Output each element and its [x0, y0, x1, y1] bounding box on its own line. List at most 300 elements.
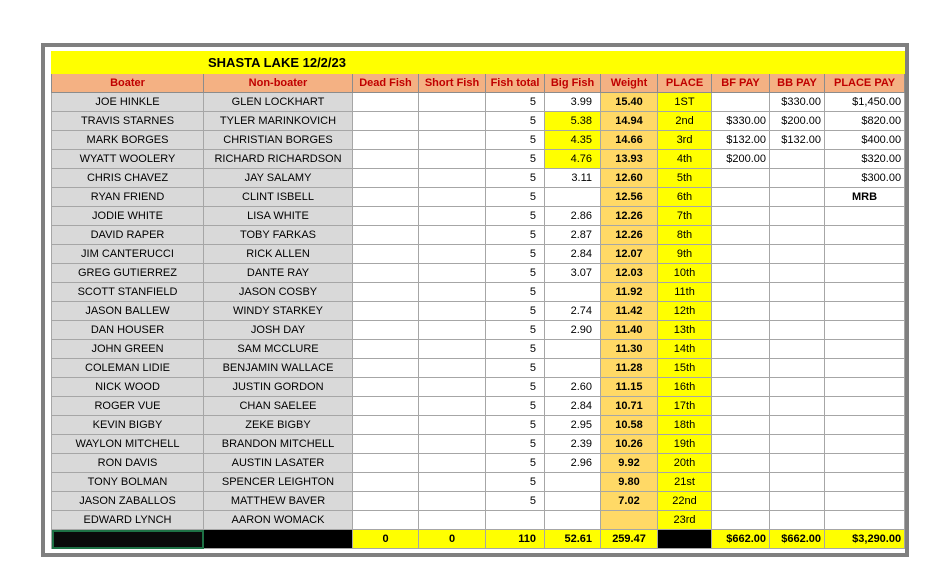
weight-cell[interactable]: 11.30 — [601, 340, 658, 359]
dead-fish-cell[interactable] — [353, 150, 419, 169]
boater-cell[interactable]: TRAVIS STARNES — [52, 112, 204, 131]
table-row — [52, 93, 905, 112]
big-fish-cell[interactable]: 2.96 — [545, 454, 601, 473]
bb-pay-cell[interactable] — [770, 397, 825, 416]
fish-total-cell[interactable]: 5 — [486, 435, 545, 454]
place-pay-cell[interactable] — [825, 340, 905, 359]
place-pay-cell[interactable] — [825, 454, 905, 473]
boater-cell[interactable]: TONY BOLMAN — [52, 473, 204, 492]
weight-cell[interactable]: 12.26 — [601, 207, 658, 226]
place-pay-cell[interactable] — [825, 264, 905, 283]
dead-fish-cell[interactable] — [353, 245, 419, 264]
bb-pay-cell[interactable] — [770, 492, 825, 511]
fish-total-cell[interactable]: 5 — [486, 112, 545, 131]
table-row — [52, 150, 905, 169]
place-cell[interactable]: 12th — [658, 302, 712, 321]
bb-pay-cell[interactable] — [770, 378, 825, 397]
bb-pay-cell[interactable]: $132.00 — [770, 131, 825, 150]
bb-pay-cell[interactable] — [770, 416, 825, 435]
boater-cell[interactable]: JOHN GREEN — [52, 340, 204, 359]
weight-cell[interactable]: 12.07 — [601, 245, 658, 264]
fish-total-cell[interactable]: 5 — [486, 283, 545, 302]
fish-total-cell[interactable]: 5 — [486, 226, 545, 245]
nonboater-cell[interactable]: AARON WOMACK — [204, 511, 353, 530]
table-row — [52, 169, 905, 188]
place-cell[interactable]: 5th — [658, 169, 712, 188]
dead-fish-cell[interactable] — [353, 264, 419, 283]
short-fish-cell[interactable] — [419, 454, 486, 473]
sheet-title[interactable]: SHASTA LAKE 12/2/23 — [204, 52, 486, 74]
boater-cell[interactable]: COLEMAN LIDIE — [52, 359, 204, 378]
short-fish-cell[interactable] — [419, 188, 486, 207]
total-bb-pay[interactable]: $662.00 — [770, 530, 825, 549]
place-cell[interactable]: 21st — [658, 473, 712, 492]
bf-pay-cell[interactable] — [712, 473, 770, 492]
place-pay-cell[interactable] — [825, 226, 905, 245]
fish-total-cell[interactable]: 5 — [486, 416, 545, 435]
short-fish-cell[interactable] — [419, 492, 486, 511]
nonboater-cell[interactable]: CHAN SAELEE — [204, 397, 353, 416]
big-fish-cell[interactable]: 4.76 — [545, 150, 601, 169]
weight-cell[interactable]: 10.58 — [601, 416, 658, 435]
weight-cell[interactable]: 14.94 — [601, 112, 658, 131]
fish-total-cell[interactable]: 5 — [486, 264, 545, 283]
big-fish-cell[interactable]: 3.07 — [545, 264, 601, 283]
place-pay-cell[interactable]: $820.00 — [825, 112, 905, 131]
short-fish-cell[interactable] — [419, 473, 486, 492]
short-fish-cell[interactable] — [419, 435, 486, 454]
place-cell[interactable]: 3rd — [658, 131, 712, 150]
boater-cell[interactable]: EDWARD LYNCH — [52, 511, 204, 530]
bb-pay-cell[interactable] — [770, 511, 825, 530]
place-cell[interactable]: 20th — [658, 454, 712, 473]
weight-cell[interactable]: 9.92 — [601, 454, 658, 473]
nonboater-cell[interactable]: JAY SALAMY — [204, 169, 353, 188]
dead-fish-cell[interactable] — [353, 169, 419, 188]
boater-cell[interactable]: RON DAVIS — [52, 454, 204, 473]
nonboater-cell[interactable]: BENJAMIN WALLACE — [204, 359, 353, 378]
dead-fish-cell[interactable] — [353, 340, 419, 359]
fish-total-cell[interactable]: 5 — [486, 454, 545, 473]
fish-total-cell[interactable]: 5 — [486, 359, 545, 378]
place-cell[interactable]: 19th — [658, 435, 712, 454]
fish-total-cell[interactable]: 5 — [486, 150, 545, 169]
bb-pay-cell[interactable] — [770, 359, 825, 378]
header-place[interactable]: PLACE — [658, 74, 712, 93]
dead-fish-cell[interactable] — [353, 302, 419, 321]
place-pay-cell[interactable]: $300.00 — [825, 169, 905, 188]
big-fish-cell[interactable]: 2.84 — [545, 397, 601, 416]
bb-pay-cell[interactable] — [770, 340, 825, 359]
totals-row — [52, 530, 905, 549]
place-cell[interactable]: 11th — [658, 283, 712, 302]
header-nonboater[interactable]: Non-boater — [204, 74, 353, 93]
header-bf-pay[interactable]: BF PAY — [712, 74, 770, 93]
nonboater-cell[interactable]: GLEN LOCKHART — [204, 93, 353, 112]
boater-cell[interactable]: MARK BORGES — [52, 131, 204, 150]
bf-pay-cell[interactable] — [712, 264, 770, 283]
fish-total-cell[interactable]: 5 — [486, 397, 545, 416]
place-cell[interactable]: 18th — [658, 416, 712, 435]
place-pay-cell[interactable] — [825, 473, 905, 492]
short-fish-cell[interactable] — [419, 378, 486, 397]
bf-pay-cell[interactable]: $330.00 — [712, 112, 770, 131]
results-table-body — [52, 52, 905, 549]
boater-cell[interactable]: NICK WOOD — [52, 378, 204, 397]
bb-pay-cell[interactable] — [770, 435, 825, 454]
bb-pay-cell[interactable] — [770, 188, 825, 207]
weight-cell[interactable]: 11.28 — [601, 359, 658, 378]
header-fish-total[interactable]: Fish total — [486, 74, 545, 93]
fish-total-cell[interactable]: 5 — [486, 492, 545, 511]
nonboater-cell[interactable]: RICK ALLEN — [204, 245, 353, 264]
place-cell[interactable]: 14th — [658, 340, 712, 359]
boater-cell[interactable]: WYATT WOOLERY — [52, 150, 204, 169]
total-fish-total[interactable]: 110 — [486, 530, 545, 549]
short-fish-cell[interactable] — [419, 359, 486, 378]
bf-pay-cell[interactable]: $200.00 — [712, 150, 770, 169]
fish-total-cell[interactable]: 5 — [486, 302, 545, 321]
big-fish-cell[interactable] — [545, 359, 601, 378]
big-fish-cell[interactable] — [545, 188, 601, 207]
big-fish-cell[interactable] — [545, 492, 601, 511]
bb-pay-cell[interactable] — [770, 283, 825, 302]
dead-fish-cell[interactable] — [353, 131, 419, 150]
bb-pay-cell[interactable] — [770, 207, 825, 226]
total-place-pay[interactable]: $3,290.00 — [825, 530, 905, 549]
place-pay-cell[interactable] — [825, 435, 905, 454]
weight-cell[interactable]: 13.93 — [601, 150, 658, 169]
place-pay-cell[interactable]: $320.00 — [825, 150, 905, 169]
dead-fish-cell[interactable] — [353, 397, 419, 416]
fish-total-cell[interactable]: 5 — [486, 378, 545, 397]
header-bb-pay[interactable]: BB PAY — [770, 74, 825, 93]
header-big-fish[interactable]: Big Fish — [545, 74, 601, 93]
short-fish-cell[interactable] — [419, 207, 486, 226]
weight-cell[interactable]: 14.66 — [601, 131, 658, 150]
boater-cell[interactable]: JOE HINKLE — [52, 93, 204, 112]
place-cell[interactable]: 17th — [658, 397, 712, 416]
big-fish-cell[interactable] — [545, 511, 601, 530]
total-place-blank[interactable] — [658, 530, 712, 549]
bb-pay-cell[interactable] — [770, 302, 825, 321]
table-row — [52, 397, 905, 416]
place-cell[interactable]: 8th — [658, 226, 712, 245]
short-fish-cell[interactable] — [419, 416, 486, 435]
title-fill-cell[interactable] — [486, 52, 905, 74]
weight-cell[interactable]: 12.26 — [601, 226, 658, 245]
big-fish-cell[interactable]: 2.90 — [545, 321, 601, 340]
place-cell[interactable]: 16th — [658, 378, 712, 397]
bf-pay-cell[interactable] — [712, 359, 770, 378]
nonboater-cell[interactable]: CLINT ISBELL — [204, 188, 353, 207]
place-cell[interactable]: 10th — [658, 264, 712, 283]
dead-fish-cell[interactable] — [353, 378, 419, 397]
dead-fish-cell[interactable] — [353, 416, 419, 435]
short-fish-cell[interactable] — [419, 226, 486, 245]
big-fish-cell[interactable]: 3.99 — [545, 93, 601, 112]
place-cell[interactable]: 4th — [658, 150, 712, 169]
table-row — [52, 188, 905, 207]
short-fish-cell[interactable] — [419, 321, 486, 340]
boater-cell[interactable]: WAYLON MITCHELL — [52, 435, 204, 454]
place-pay-cell[interactable] — [825, 207, 905, 226]
place-cell[interactable]: 6th — [658, 188, 712, 207]
table-row — [52, 226, 905, 245]
total-dead-fish[interactable]: 0 — [353, 530, 419, 549]
short-fish-cell[interactable] — [419, 169, 486, 188]
place-cell[interactable]: 23rd — [658, 511, 712, 530]
header-dead-fish[interactable]: Dead Fish — [353, 74, 419, 93]
fish-total-cell[interactable]: 5 — [486, 321, 545, 340]
weight-cell[interactable]: 11.40 — [601, 321, 658, 340]
big-fish-cell[interactable] — [545, 473, 601, 492]
bf-pay-cell[interactable] — [712, 511, 770, 530]
table-row — [52, 416, 905, 435]
place-pay-cell[interactable]: $400.00 — [825, 131, 905, 150]
big-fish-cell[interactable]: 2.86 — [545, 207, 601, 226]
place-pay-cell[interactable]: MRB — [825, 188, 905, 207]
header-weight[interactable]: Weight — [601, 74, 658, 93]
title-blank-cell[interactable] — [52, 52, 204, 74]
boater-cell[interactable]: JASON BALLEW — [52, 302, 204, 321]
dead-fish-cell[interactable] — [353, 321, 419, 340]
big-fish-cell[interactable]: 3.11 — [545, 169, 601, 188]
header-place-pay[interactable]: PLACE PAY — [825, 74, 905, 93]
bf-pay-cell[interactable] — [712, 397, 770, 416]
bf-pay-cell[interactable] — [712, 340, 770, 359]
bb-pay-cell[interactable] — [770, 454, 825, 473]
big-fish-cell[interactable]: 2.84 — [545, 245, 601, 264]
nonboater-cell[interactable]: SAM MCCLURE — [204, 340, 353, 359]
big-fish-cell[interactable]: 2.74 — [545, 302, 601, 321]
nonboater-cell[interactable]: JASON COSBY — [204, 283, 353, 302]
total-bf-pay[interactable]: $662.00 — [712, 530, 770, 549]
table-row — [52, 359, 905, 378]
table-row — [52, 454, 905, 473]
dead-fish-cell[interactable] — [353, 435, 419, 454]
boater-cell[interactable]: DAN HOUSER — [52, 321, 204, 340]
dead-fish-cell[interactable] — [353, 511, 419, 530]
place-pay-cell[interactable] — [825, 245, 905, 264]
place-pay-cell[interactable] — [825, 321, 905, 340]
nonboater-cell[interactable]: DANTE RAY — [204, 264, 353, 283]
dead-fish-cell[interactable] — [353, 359, 419, 378]
bf-pay-cell[interactable] — [712, 188, 770, 207]
weight-cell[interactable]: 11.15 — [601, 378, 658, 397]
dead-fish-cell[interactable] — [353, 188, 419, 207]
nonboater-cell[interactable]: SPENCER LEIGHTON — [204, 473, 353, 492]
place-cell[interactable]: 2nd — [658, 112, 712, 131]
fish-total-cell[interactable]: 5 — [486, 473, 545, 492]
bb-pay-cell[interactable] — [770, 150, 825, 169]
short-fish-cell[interactable] — [419, 93, 486, 112]
bf-pay-cell[interactable] — [712, 435, 770, 454]
place-pay-cell[interactable] — [825, 283, 905, 302]
table-row — [52, 492, 905, 511]
big-fish-cell[interactable]: 2.87 — [545, 226, 601, 245]
nonboater-cell[interactable]: BRANDON MITCHELL — [204, 435, 353, 454]
big-fish-cell[interactable]: 5.38 — [545, 112, 601, 131]
place-pay-cell[interactable]: $1,450.00 — [825, 93, 905, 112]
dead-fish-cell[interactable] — [353, 454, 419, 473]
dead-fish-cell[interactable] — [353, 207, 419, 226]
place-pay-cell[interactable] — [825, 302, 905, 321]
nonboater-cell[interactable]: MATTHEW BAVER — [204, 492, 353, 511]
boater-cell[interactable]: JIM CANTERUCCI — [52, 245, 204, 264]
bf-pay-cell[interactable] — [712, 492, 770, 511]
short-fish-cell[interactable] — [419, 264, 486, 283]
weight-cell[interactable]: 11.92 — [601, 283, 658, 302]
place-pay-cell[interactable] — [825, 511, 905, 530]
place-cell[interactable]: 9th — [658, 245, 712, 264]
nonboater-cell[interactable]: JOSH DAY — [204, 321, 353, 340]
selected-cell[interactable] — [52, 530, 204, 549]
bf-pay-cell[interactable] — [712, 416, 770, 435]
bf-pay-cell[interactable] — [712, 245, 770, 264]
fish-total-cell[interactable]: 5 — [486, 131, 545, 150]
weight-cell[interactable]: 11.42 — [601, 302, 658, 321]
bf-pay-cell[interactable] — [712, 169, 770, 188]
dead-fish-cell[interactable] — [353, 93, 419, 112]
bb-pay-cell[interactable]: $330.00 — [770, 93, 825, 112]
boater-cell[interactable]: JODIE WHITE — [52, 207, 204, 226]
fish-total-cell[interactable]: 5 — [486, 93, 545, 112]
header-short-fish[interactable]: Short Fish — [419, 74, 486, 93]
place-pay-cell[interactable] — [825, 416, 905, 435]
weight-cell[interactable]: 9.80 — [601, 473, 658, 492]
weight-cell[interactable]: 12.03 — [601, 264, 658, 283]
place-cell[interactable]: 22nd — [658, 492, 712, 511]
short-fish-cell[interactable] — [419, 150, 486, 169]
short-fish-cell[interactable] — [419, 283, 486, 302]
bb-pay-cell[interactable] — [770, 245, 825, 264]
nonboater-cell[interactable]: ZEKE BIGBY — [204, 416, 353, 435]
boater-cell[interactable]: ROGER VUE — [52, 397, 204, 416]
short-fish-cell[interactable] — [419, 245, 486, 264]
total-short-fish[interactable]: 0 — [419, 530, 486, 549]
fish-total-cell[interactable]: 5 — [486, 188, 545, 207]
table-row — [52, 340, 905, 359]
nonboater-cell[interactable]: JUSTIN GORDON — [204, 378, 353, 397]
place-cell[interactable]: 7th — [658, 207, 712, 226]
place-pay-cell[interactable] — [825, 359, 905, 378]
place-cell[interactable]: 1ST — [658, 93, 712, 112]
bf-pay-cell[interactable] — [712, 378, 770, 397]
nonboater-cell[interactable]: CHRISTIAN BORGES — [204, 131, 353, 150]
bb-pay-cell[interactable]: $200.00 — [770, 112, 825, 131]
bf-pay-cell[interactable] — [712, 207, 770, 226]
weight-cell[interactable]: 15.40 — [601, 93, 658, 112]
weight-cell[interactable]: 10.26 — [601, 435, 658, 454]
nonboater-cell[interactable]: WINDY STARKEY — [204, 302, 353, 321]
boater-cell[interactable]: SCOTT STANFIELD — [52, 283, 204, 302]
dead-fish-cell[interactable] — [353, 283, 419, 302]
bb-pay-cell[interactable] — [770, 169, 825, 188]
bf-pay-cell[interactable] — [712, 93, 770, 112]
fish-total-cell[interactable]: 5 — [486, 207, 545, 226]
short-fish-cell[interactable] — [419, 340, 486, 359]
short-fish-cell[interactable] — [419, 302, 486, 321]
big-fish-cell[interactable]: 2.60 — [545, 378, 601, 397]
big-fish-cell[interactable] — [545, 340, 601, 359]
fish-total-cell[interactable]: 5 — [486, 340, 545, 359]
weight-cell[interactable]: 10.71 — [601, 397, 658, 416]
boater-cell[interactable]: GREG GUTIERREZ — [52, 264, 204, 283]
big-fish-cell[interactable] — [545, 283, 601, 302]
big-fish-cell[interactable]: 2.95 — [545, 416, 601, 435]
bb-pay-cell[interactable] — [770, 321, 825, 340]
place-pay-cell[interactable] — [825, 492, 905, 511]
bf-pay-cell[interactable]: $132.00 — [712, 131, 770, 150]
weight-cell[interactable]: 7.02 — [601, 492, 658, 511]
fish-total-cell[interactable]: 5 — [486, 169, 545, 188]
boater-cell[interactable]: JASON ZABALLOS — [52, 492, 204, 511]
spreadsheet-frame — [41, 43, 909, 557]
place-pay-cell[interactable] — [825, 397, 905, 416]
short-fish-cell[interactable] — [419, 131, 486, 150]
table-row — [52, 245, 905, 264]
nonboater-cell[interactable]: TOBY FARKAS — [204, 226, 353, 245]
bf-pay-cell[interactable] — [712, 321, 770, 340]
table-row — [52, 264, 905, 283]
short-fish-cell[interactable] — [419, 112, 486, 131]
bb-pay-cell[interactable] — [770, 473, 825, 492]
boater-cell[interactable]: KEVIN BIGBY — [52, 416, 204, 435]
bf-pay-cell[interactable] — [712, 226, 770, 245]
table-row — [52, 283, 905, 302]
fish-total-cell[interactable]: 5 — [486, 245, 545, 264]
totals-blank-cell[interactable] — [204, 530, 353, 549]
bf-pay-cell[interactable] — [712, 302, 770, 321]
total-big-fish[interactable]: 52.61 — [545, 530, 601, 549]
short-fish-cell[interactable] — [419, 397, 486, 416]
table-row — [52, 207, 905, 226]
dead-fish-cell[interactable] — [353, 112, 419, 131]
weight-cell[interactable] — [601, 511, 658, 530]
big-fish-cell[interactable]: 2.39 — [545, 435, 601, 454]
bf-pay-cell[interactable] — [712, 454, 770, 473]
dead-fish-cell[interactable] — [353, 226, 419, 245]
table-row — [52, 511, 905, 530]
table-row — [52, 112, 905, 131]
nonboater-cell[interactable]: AUSTIN LASATER — [204, 454, 353, 473]
nonboater-cell[interactable]: RICHARD RICHARDSON — [204, 150, 353, 169]
title-row — [52, 52, 905, 74]
place-cell[interactable]: 15th — [658, 359, 712, 378]
place-cell[interactable]: 13th — [658, 321, 712, 340]
dead-fish-cell[interactable] — [353, 473, 419, 492]
boater-cell[interactable]: CHRIS CHAVEZ — [52, 169, 204, 188]
boater-cell[interactable]: DAVID RAPER — [52, 226, 204, 245]
place-pay-cell[interactable] — [825, 378, 905, 397]
boater-cell[interactable]: RYAN FRIEND — [52, 188, 204, 207]
bb-pay-cell[interactable] — [770, 226, 825, 245]
weight-cell[interactable]: 12.56 — [601, 188, 658, 207]
bb-pay-cell[interactable] — [770, 264, 825, 283]
nonboater-cell[interactable]: TYLER MARINKOVICH — [204, 112, 353, 131]
header-boater[interactable]: Boater — [52, 74, 204, 93]
weight-cell[interactable]: 12.60 — [601, 169, 658, 188]
bf-pay-cell[interactable] — [712, 283, 770, 302]
total-weight[interactable]: 259.47 — [601, 530, 658, 549]
dead-fish-cell[interactable] — [353, 492, 419, 511]
nonboater-cell[interactable]: LISA WHITE — [204, 207, 353, 226]
table-row — [52, 473, 905, 492]
short-fish-cell[interactable] — [419, 511, 486, 530]
big-fish-cell[interactable]: 4.35 — [545, 131, 601, 150]
fish-total-cell[interactable] — [486, 511, 545, 530]
